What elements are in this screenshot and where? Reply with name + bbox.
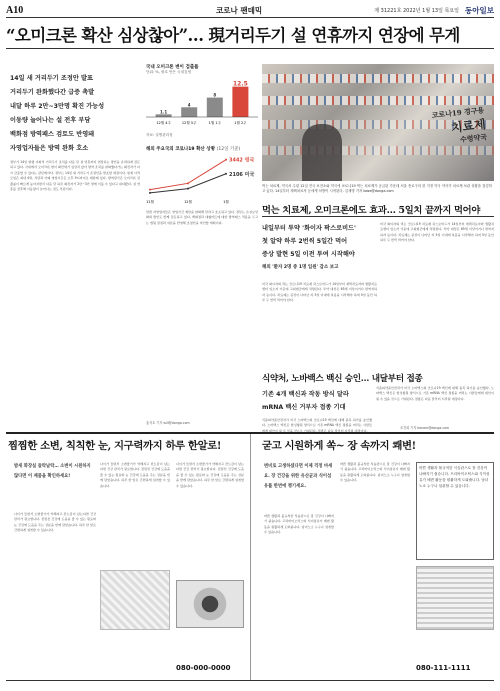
treatment-deck: 내일부터 투약 '화이자 팍스로비드' 첫 알약 하루 2번씩 5일간 먹어 증상 발현 5일 이전 투여 시작해야 해외 '환자 2명 중 1명 입원' 감소 보고 bbox=[262, 225, 356, 270]
summary-list bbox=[10, 72, 140, 156]
pharmacy-photo bbox=[262, 64, 494, 181]
series-point bbox=[149, 192, 151, 194]
novavax-body-b: 식품의약품안전처가 미국 노바백스의 코로나19 백신에 대해 품목 허가를 승인했다. 노바백스 백신은 합성항원 방식으로 기존 mRNA 백신 접종을 꺼리는 사람들에게 대안이 될 수 있을 것으로 기대된다. 접종은 다음 달부터 시작될 예정이다. bbox=[376, 386, 494, 401]
ad-right-body: 바쁜 생활과 불규칙한 식습관으로 장 건강이 나빠지기 쉽습니다. 프리바이오틱스와 식이섬유가 배변 활동을 원활하게 도와줍니다. 남녀노소 누구나 섭취할 수 있습니다. bbox=[264, 514, 334, 535]
ad-left-lead: 밤새 화장실 들락날락… 소변이 시원하지 않다면 이 제품을 확인하세요! bbox=[14, 464, 91, 479]
series-end-label: 2106 미국 bbox=[229, 171, 255, 178]
treatment-body-2: 미국 화이자의 먹는 코로나19 치료제 팍스로비드가 14일부터 재택치료자와 생활치료센터 입소자 가운데 고위험군에게 처방된다. 투약 대상은 65세 이상이거나 면역저하자 등이다. 치료제는 증상이 나타난 지 5일 이내에 복용을 시작해야 하며 5일 동안 하루 두 번씩 먹어야 한다. bbox=[262, 282, 377, 303]
article-body-middle: 한편 자영업자들은 영업시간 제한을 완화해 달라고 호소하고 있다. 정부는 손실보상 확대 방안도 함께 검토하고 있다. 백화점과 대형마트에 대한 방역패스 적용을 두고는 법원 결정과 여론을 반영해 조정안을 마련할 계획이다. bbox=[146, 210, 258, 225]
x-tick-label: 1월 bbox=[223, 200, 229, 204]
page-header bbox=[6, 4, 494, 18]
chart2-note: (12일 기준) bbox=[216, 147, 241, 152]
ad-column-divider bbox=[250, 434, 251, 680]
ad-right-lead: 변비로 고생하셨다면 이제 걱정 마세요. 장 건강을 위한 유산균과 식이섬유를 한번에 챙기세요. bbox=[264, 464, 333, 489]
main-headline: “오미크론 확산 심상찮아”… 現거리두기 설 연휴까지 연장에 무게 bbox=[6, 26, 460, 45]
summary-item: 14일 새 거리두기 조정안 발표 bbox=[10, 75, 93, 82]
byline: 홍석호 기자 will@donga.com bbox=[146, 421, 190, 425]
x-tick-label: 11월 bbox=[146, 200, 154, 204]
section-name: 코로나 팬데믹 bbox=[216, 6, 263, 15]
series-point bbox=[149, 189, 151, 191]
page-footer-rule bbox=[6, 680, 494, 681]
page-number: A10 bbox=[6, 5, 24, 16]
summary-item: 백화점 방역패스 검토도 반영돼 bbox=[10, 131, 95, 138]
series-point bbox=[225, 173, 227, 175]
ad-right-phone: 080-111-1111 bbox=[416, 664, 471, 672]
subheadline-novavax: 식약처, 노바백스 백신 승인… 내달부터 접종 bbox=[262, 374, 423, 384]
pharmacy-sign: 코로나19 경구용 치료제 수령약국 bbox=[431, 105, 488, 144]
line-chart bbox=[146, 152, 258, 204]
chart-footnote: 자료: 질병관리청 bbox=[146, 133, 173, 137]
bar-value-label: 1.1 bbox=[160, 109, 168, 115]
article-body-left: 정부가 14일 현행 사회적 거리두기 조치를 다음 달 설 연휴까지 연장하는 방안을 유력하게 검토하고 있다. 국내에서 오미크론 변이 확산세가 심상치 않아 방역 조치를 완화했다가는 확진자가 다시 급증할 수 있다는 판단에서다. 정부는 14일 새 거리두기 조정안을 발표할 예정이다. 현재 사적모임은 최대 4명, 식당과 카페 영업시간은 오후 9시까지로 제한돼 있다. 방역당국은 오미크론 검출률이 빠르게 높아지면서 다음 달 하루 확진자가 2만~3만 명에 이를 수 있다고 내다봤다. 설 연휴를 전후해 이동량이 늘어나는 점도 부담이다. bbox=[10, 160, 140, 192]
ad-left-body-3: 나이가 들면서 소변줄기가 약해지고 잔뇨감이 남는다면 건강 관리가 필요합니다. 전립선 건강에 도움을 줄 수 있는 원료와 눈 건강에 도움을 주는 성분을 함께 담았습니다. 하루 한 알로 간편하게 섭취할 수 있습니다. bbox=[176, 462, 244, 488]
chart2-title: 해외 주요국의 코로나19 확산 상황 bbox=[146, 147, 216, 152]
novavax-deck: 기존 4개 백신과 작동 방식 달라 mRNA 백신 거부자 접종 기대 bbox=[262, 391, 349, 411]
headline-rule bbox=[6, 48, 494, 49]
issue-date: 제 31221호 2022년 1월 13일 목요일 bbox=[374, 8, 460, 14]
bar-chart bbox=[146, 77, 258, 129]
x-tick-label: 12월 4주 bbox=[156, 121, 171, 125]
series-point bbox=[187, 188, 189, 190]
subheadline-treatment: 먹는 치료제, 오미크론에도 효과… 5일치 끝까지 먹어야 bbox=[262, 205, 481, 216]
product-image bbox=[100, 570, 170, 630]
byline: 조건희 기자 becom@donga.com bbox=[400, 426, 450, 430]
novavax-body-a: 식품의약품안전처가 미국 노바백스의 코로나19 백신에 대해 품목 허가를 승인했다. 노바백스 백신은 합성항원 방식으로 기존 mRNA 백신 접종을 꺼리는 사람들에게 대안이 될 수 있을 것으로 기대된다. 접종은 다음 달부터 시작될 예정이다. bbox=[262, 418, 372, 433]
summary-item: 이동량 늘어나는 설 전후 부담 bbox=[10, 117, 91, 124]
product-image bbox=[416, 566, 494, 630]
ad-left-body-2: 나이가 들면서 소변줄기가 약해지고 잔뇨감이 남는다면 건강 관리가 필요합니다. 전립선 건강에 도움을 줄 수 있는 원료와 눈 건강에 도움을 주는 성분을 함께 담았습니다. 하루 한 알로 간편하게 섭취할 수 있습니다. bbox=[100, 462, 170, 488]
bar bbox=[181, 107, 197, 117]
bar-value-label: 4 bbox=[187, 102, 191, 108]
bar bbox=[156, 114, 172, 117]
x-tick-label: 12월 bbox=[184, 200, 192, 204]
chart-title: 국내 오미크론 변이 검출률 bbox=[146, 65, 199, 70]
photo-caption: 먹는 치료제, 약국서 수령 12일 전국 보건소와 약국에 코로나19 먹는 치료제가 공급된 가운데 서울 종로구의 한 지정 약국 약사가 치료제 보관 상황을 점검하고 있다. 14일부터 재택치료자 등에게 처방이 시작된다. 김재명 기자 base@donga.com bbox=[262, 184, 492, 193]
series-point bbox=[187, 182, 189, 184]
omicron-chart bbox=[146, 64, 258, 208]
chart-subtitle: 단위: %, 괄호 안은 국내감염 bbox=[146, 70, 192, 74]
newspaper-brand: 동아일보 bbox=[465, 6, 494, 15]
ad-right-title: 굳고 시원하게 쏙~ 장 속까지 쾌변! bbox=[262, 440, 416, 452]
ad-left-phone: 080-000-0000 bbox=[176, 664, 231, 672]
x-tick-label: 1월 1주 bbox=[208, 121, 221, 125]
sub-rule bbox=[262, 216, 494, 217]
ad-left-body: 나이가 들면서 소변줄기가 약해지고 잔뇨감이 남는다면 건강 관리가 필요합니다. 전립선 건강에 도움을 줄 수 있는 원료와 눈 건강에 도움을 주는 성분을 함께 담았습니다. 하루 한 알로 간편하게 섭취할 수 있습니다. bbox=[14, 512, 96, 533]
bar bbox=[232, 87, 248, 117]
series-point bbox=[225, 159, 227, 161]
bar bbox=[207, 98, 223, 117]
summary-item: 내달 하루 2만~3만명 확진 가능성 bbox=[10, 103, 105, 110]
ad-right-inset: 바쁜 생활과 불규칙한 식습관으로 장 건강이 나빠지기 쉽습니다. 프리바이오틱스와 식이섬유가 배변 활동을 원활하게 도와줍니다. 남녀노소 누구나 섭취할 수 있습니다. bbox=[416, 462, 494, 560]
summary-item: 자영업자들은 방역 완화 호소 bbox=[10, 145, 89, 152]
product-image bbox=[176, 580, 244, 628]
ad-right-body-2: 바쁜 생활과 불규칙한 식습관으로 장 건강이 나빠지기 쉽습니다. 프리바이오틱스와 식이섬유가 배변 활동을 원활하게 도와줍니다. 남녀노소 누구나 섭취할 수 있습니다. bbox=[340, 462, 410, 483]
bar-value-label: 12.5 bbox=[232, 80, 248, 88]
ad-left-title: 찜찜한 소변, 칙칙한 눈, 지구력까지 하루 한알로! bbox=[8, 440, 222, 452]
treatment-body: 미국 화이자의 먹는 코로나19 치료제 팍스로비드가 14일부터 재택치료자와 생활치료센터 입소자 가운데 고위험군에게 처방된다. 투약 대상은 65세 이상이거나 면역저하자 등이다. 치료제는 증상이 나타난 지 5일 이내에 복용을 시작해야 하며 5일 동안 하루 두 번씩 먹어야 한다. bbox=[380, 222, 494, 243]
x-tick-label: 1월 2주 bbox=[234, 121, 247, 125]
summary-item: 거리두기 완화했다간 급증 촉발 bbox=[10, 89, 95, 96]
series-end-label: 3442 영국 bbox=[229, 157, 255, 164]
series-line bbox=[150, 160, 226, 190]
x-tick-label: 12월 5주 bbox=[181, 121, 197, 125]
bar-value-label: 8 bbox=[213, 92, 217, 98]
